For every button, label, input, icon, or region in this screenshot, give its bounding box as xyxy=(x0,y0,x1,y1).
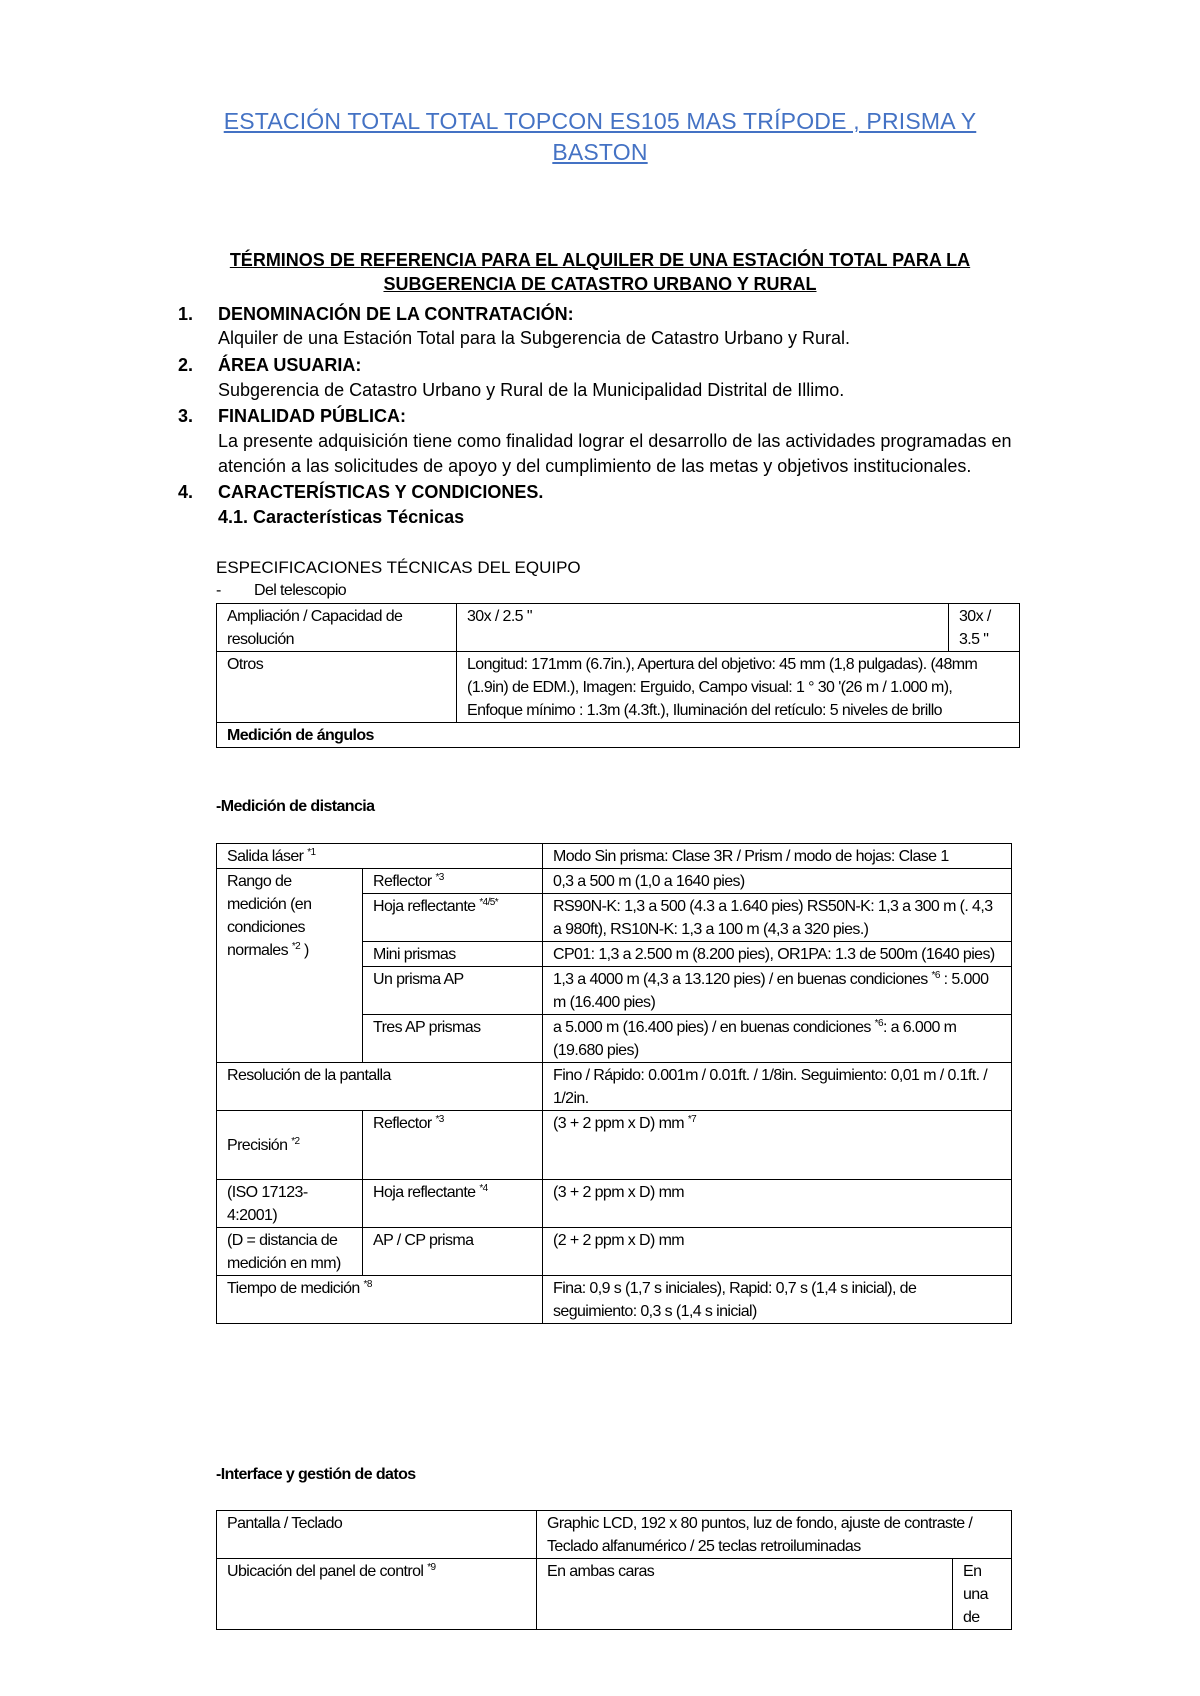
table-cell-value: RS90N-K: 1,3 a 500 (4.3 a 1.640 pies) RS50N-K: 1,3 a 300 m (. 4,3 a 980ft), RS10N-K: 1,3 a 100 m (4,3 a 320 pies.) xyxy=(543,894,1012,942)
table-cell-value: a 5.000 m (16.400 pies) / en buenas condiciones $^{*6}$: a 6.000 m (19.680 pies) xyxy=(543,1015,1012,1063)
table-cell-sublabel: Hoja reflectante $^{*4/5*}$ xyxy=(363,894,543,942)
section-3-body-line-1: La presente adquisición tiene como finalidad lograr el desarrollo de las actividades programadas en xyxy=(218,431,1012,451)
specifications-heading: ESPECIFICACIONES TÉCNICAS DEL EQUIPO xyxy=(216,558,581,577)
table-row xyxy=(217,1228,1012,1276)
section-4-number: 4. xyxy=(178,482,194,502)
table-cell-value: Longitud: 171mm (6.7in.), Apertura del objetivo: 45 mm (1,8 pulgadas). (48mm (1.9in) de EDM.), Imagen: Erguido, Campo visual: 1 ° 30 '(26 m / 1.000 m), Enfoque mínimo : 1.3m (4.3ft.), Iluminación del retículo: 5 niveles de brillo xyxy=(457,652,1020,723)
table-cell-label: Resolución de la pantalla xyxy=(217,1063,543,1111)
table-cell-value-alt: 30x / 3.5 " xyxy=(949,604,1020,652)
section-2-number: 2. xyxy=(178,355,194,375)
terms-of-reference-heading xyxy=(140,248,1060,296)
table-cell-label: Pantalla / Teclado xyxy=(217,1511,537,1559)
table-cell-value: Modo Sin prisma: Clase 3R / Prism / modo de hojas: Clase 1 xyxy=(543,844,1012,869)
table-cell-value: 1,3 a 4000 m (4,3 a 13.120 pies) / en buenas condiciones $^{*6}$ : 5.000 m (16.400 pies) xyxy=(543,967,1012,1015)
document-title-line-1: ESTACIÓN TOTAL TOTAL TOPCON ES105 MAS TRÍPODE , PRISMA Y xyxy=(223,108,977,134)
section-4-title: CARACTERÍSTICAS Y CONDICIONES. xyxy=(218,482,544,502)
tdr-heading-line-2: SUBGERENCIA DE CATASTRO URBANO Y RURAL xyxy=(383,274,817,294)
document-title-line-2: BASTON xyxy=(552,139,648,165)
telescope-table xyxy=(216,603,1020,748)
table-row xyxy=(217,652,1020,723)
distance-table xyxy=(216,843,1012,1324)
table-row xyxy=(217,869,1012,894)
table-cell-value: 30x / 2.5 " xyxy=(457,604,949,652)
telescope-bullet: - xyxy=(216,582,221,599)
section-1-number: 1. xyxy=(178,304,194,324)
table-cell-label: (D = distancia de medición en mm) xyxy=(217,1228,363,1276)
interface-table xyxy=(216,1510,1012,1630)
table-cell-sublabel: AP / CP prisma xyxy=(363,1228,543,1276)
table-cell-label: Ubicación del panel de control $^{*9}$ xyxy=(217,1559,537,1630)
section-3-title: FINALIDAD PÚBLICA: xyxy=(218,406,406,426)
distance-measurement-label: -Medición de distancia xyxy=(216,798,375,815)
table-cell-label: Medición de ángulos xyxy=(217,723,1020,748)
table-cell-value: (3 + 2 ppm x D) mm $^{*7}$ xyxy=(543,1111,1012,1180)
section-1-body: Alquiler de una Estación Total para la Subgerencia de Catastro Urbano y Rural. xyxy=(218,328,851,348)
table-cell-label: Otros xyxy=(217,652,457,723)
table-row xyxy=(217,1180,1012,1228)
table-row xyxy=(217,1511,1012,1559)
interface-label: -Interface y gestión de datos xyxy=(216,1466,416,1483)
section-3-number: 3. xyxy=(178,406,194,426)
table-cell-value: 0,3 a 500 m (1,0 a 1640 pies) xyxy=(543,869,1012,894)
table-cell-sublabel: Hoja reflectante $^{*4}$ xyxy=(363,1180,543,1228)
table-cell-sublabel: Mini prismas xyxy=(363,942,543,967)
table-cell-label: Ampliación / Capacidad de resolución xyxy=(217,604,457,652)
table-row xyxy=(217,1111,1012,1180)
table-cell-value: Graphic LCD, 192 x 80 puntos, luz de fondo, ajuste de contraste / Teclado alfanumérico / 25 teclas retroiluminadas xyxy=(537,1511,1012,1559)
table-row xyxy=(217,604,1020,652)
tdr-heading-line-1: TÉRMINOS DE REFERENCIA PARA EL ALQUILER DE UNA ESTACIÓN TOTAL PARA LA xyxy=(229,250,971,270)
table-cell-value-alt: En una de xyxy=(953,1559,1012,1630)
table-cell-label: Salida láser $^{*1}$ xyxy=(217,844,543,869)
table-cell-label: Tiempo de medición $^{*8}$ xyxy=(217,1276,543,1324)
table-cell-label: Precisión $^{*2}$ xyxy=(217,1111,363,1180)
section-3-body-line-2: atención a las solicitudes de apoyo y del cumplimiento de las metas y objetivos institucionales. xyxy=(218,456,972,476)
table-cell-value: CP01: 1,3 a 2.500 m (8.200 pies), OR1PA: 1.3 de 500m (1640 pies) xyxy=(543,942,1012,967)
table-row xyxy=(217,723,1020,748)
table-cell-sublabel: Reflector $^{*3}$ xyxy=(363,869,543,894)
table-cell-label: Rango de medición (en condiciones normales $^{*2}$ ) xyxy=(217,869,363,1063)
section-1-title: DENOMINACIÓN DE LA CONTRATACIÓN: xyxy=(218,304,574,324)
table-row xyxy=(217,1276,1012,1324)
table-cell-sublabel: Tres AP prismas xyxy=(363,1015,543,1063)
table-cell-value: Fino / Rápido: 0.001m / 0.01ft. / 1/8in. Seguimiento: 0,01 m / 0.1ft. / 1/2in. xyxy=(543,1063,1012,1111)
subsection-4-1-title: 4.1. Características Técnicas xyxy=(218,507,465,527)
table-cell-sublabel: Un prisma AP xyxy=(363,967,543,1015)
section-2-body: Subgerencia de Catastro Urbano y Rural de la Municipalidad Distrital de Illimo. xyxy=(218,380,845,400)
table-cell-value: En ambas caras xyxy=(537,1559,953,1630)
table-cell-value: (3 + 2 ppm x D) mm xyxy=(543,1180,1012,1228)
section-2-title: ÁREA USUARIA: xyxy=(218,355,362,375)
table-row xyxy=(217,1063,1012,1111)
table-cell-value: (2 + 2 ppm x D) mm xyxy=(543,1228,1012,1276)
table-cell-label: (ISO 17123-4:2001) xyxy=(217,1180,363,1228)
table-cell-sublabel: Reflector $^{*3}$ xyxy=(363,1111,543,1180)
table-cell-value: Fina: 0,9 s (1,7 s iniciales), Rapid: 0,7 s (1,4 s inicial), de seguimiento: 0,3 s (1,4 s inicial) xyxy=(543,1276,1012,1324)
table-row xyxy=(217,1559,1012,1630)
table-row xyxy=(217,844,1012,869)
document-title xyxy=(180,106,1020,168)
telescope-label: Del telescopio xyxy=(254,582,347,599)
